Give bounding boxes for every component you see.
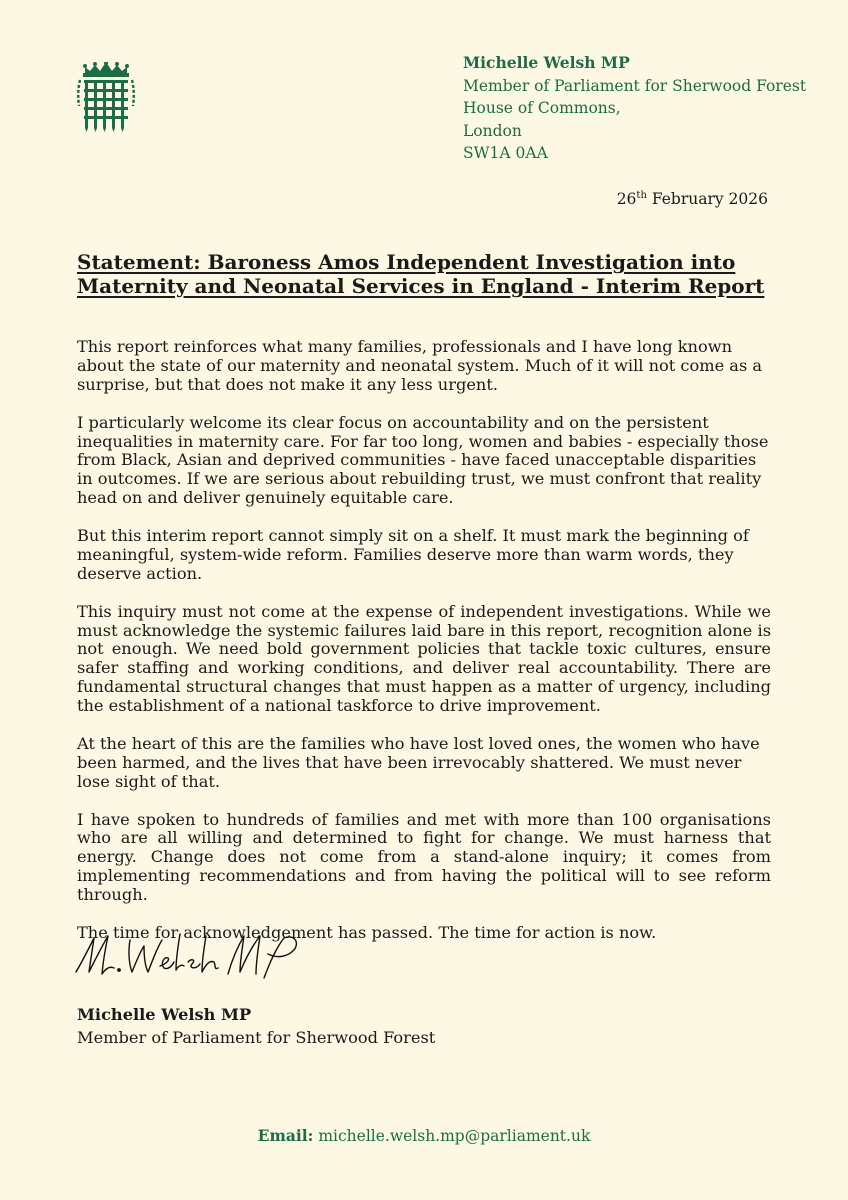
paragraph: I particularly welcome its clear focus on accountability and on the persistent inequalities in maternity care. For far too long, women and babies - especially those from Black, Asian and deprived communities - have faced unacceptable disparities in outcomes. If we are serious about rebuilding trust, we must confront that reality head on and deliver genuinely equitable care. <box>77 412 769 508</box>
statement-title: Statement: Baroness Amos Independent Investigation into Maternity and Neonatal Services in England - Interim Report <box>77 250 765 298</box>
signatory-role: Member of Parliament for Sherwood Forest <box>77 1028 436 1047</box>
letter-date: 26th February 2026 <box>616 190 768 209</box>
statement-body <box>77 338 771 962</box>
mp-role: Member of Parliament for Sherwood Forest <box>463 76 807 95</box>
address-line: SW1A 0AA <box>463 144 548 162</box>
paragraph: I have spoken to hundreds of families and met with more than 100 organisations who are all willing and determined to fight for change. We must harness that energy. Change does not come from a stand-alone inquiry; it comes from implementing recommendations and from having the political will to see reform through. <box>77 809 771 905</box>
footer-contact <box>0 1126 848 1145</box>
mp-name: Michelle Welsh MP <box>463 53 630 72</box>
paragraph: The time for acknowledgement has passed. The time for action is now. <box>77 923 657 942</box>
handwritten-signature <box>72 928 304 980</box>
email-address[interactable]: michelle.welsh.mp@parliament.uk <box>318 1127 591 1145</box>
email-label: Email: <box>257 1126 314 1145</box>
address-line: London <box>463 121 522 140</box>
paragraph: This inquiry must not come at the expense of independent investigations. While we must acknowledge the systemic failures laid bare in this report, recognition alone is not enough. We need bold government policies that tackle toxic cultures, ensure safer staffing and working conditions, and deliver real accountability. There are fundamental structural changes that must happen as a matter of urgency, including the establishment of a national taskforce to drive improvement. <box>77 601 771 716</box>
mp-address-block <box>463 52 806 165</box>
address-line: House of Commons, <box>463 99 621 117</box>
paragraph: At the heart of this are the families who have lost loved ones, the women who have been harmed, and the lives that have been irrevocably shattered. We must never lose sight of that. <box>77 733 760 791</box>
paragraph: This report reinforces what many families, professionals and I have long known about the state of our maternity and neonatal system. Much of it will not come as a surprise, but that does not make it any less urgent. <box>77 337 763 394</box>
portcullis-icon <box>76 62 136 132</box>
signatory-name: Michelle Welsh MP <box>77 1005 252 1024</box>
paragraph: But this interim report cannot simply sit on a shelf. It must mark the beginning of meaningful, system-wide reform. Families deserve more than warm words, they deserve action. <box>77 526 749 583</box>
